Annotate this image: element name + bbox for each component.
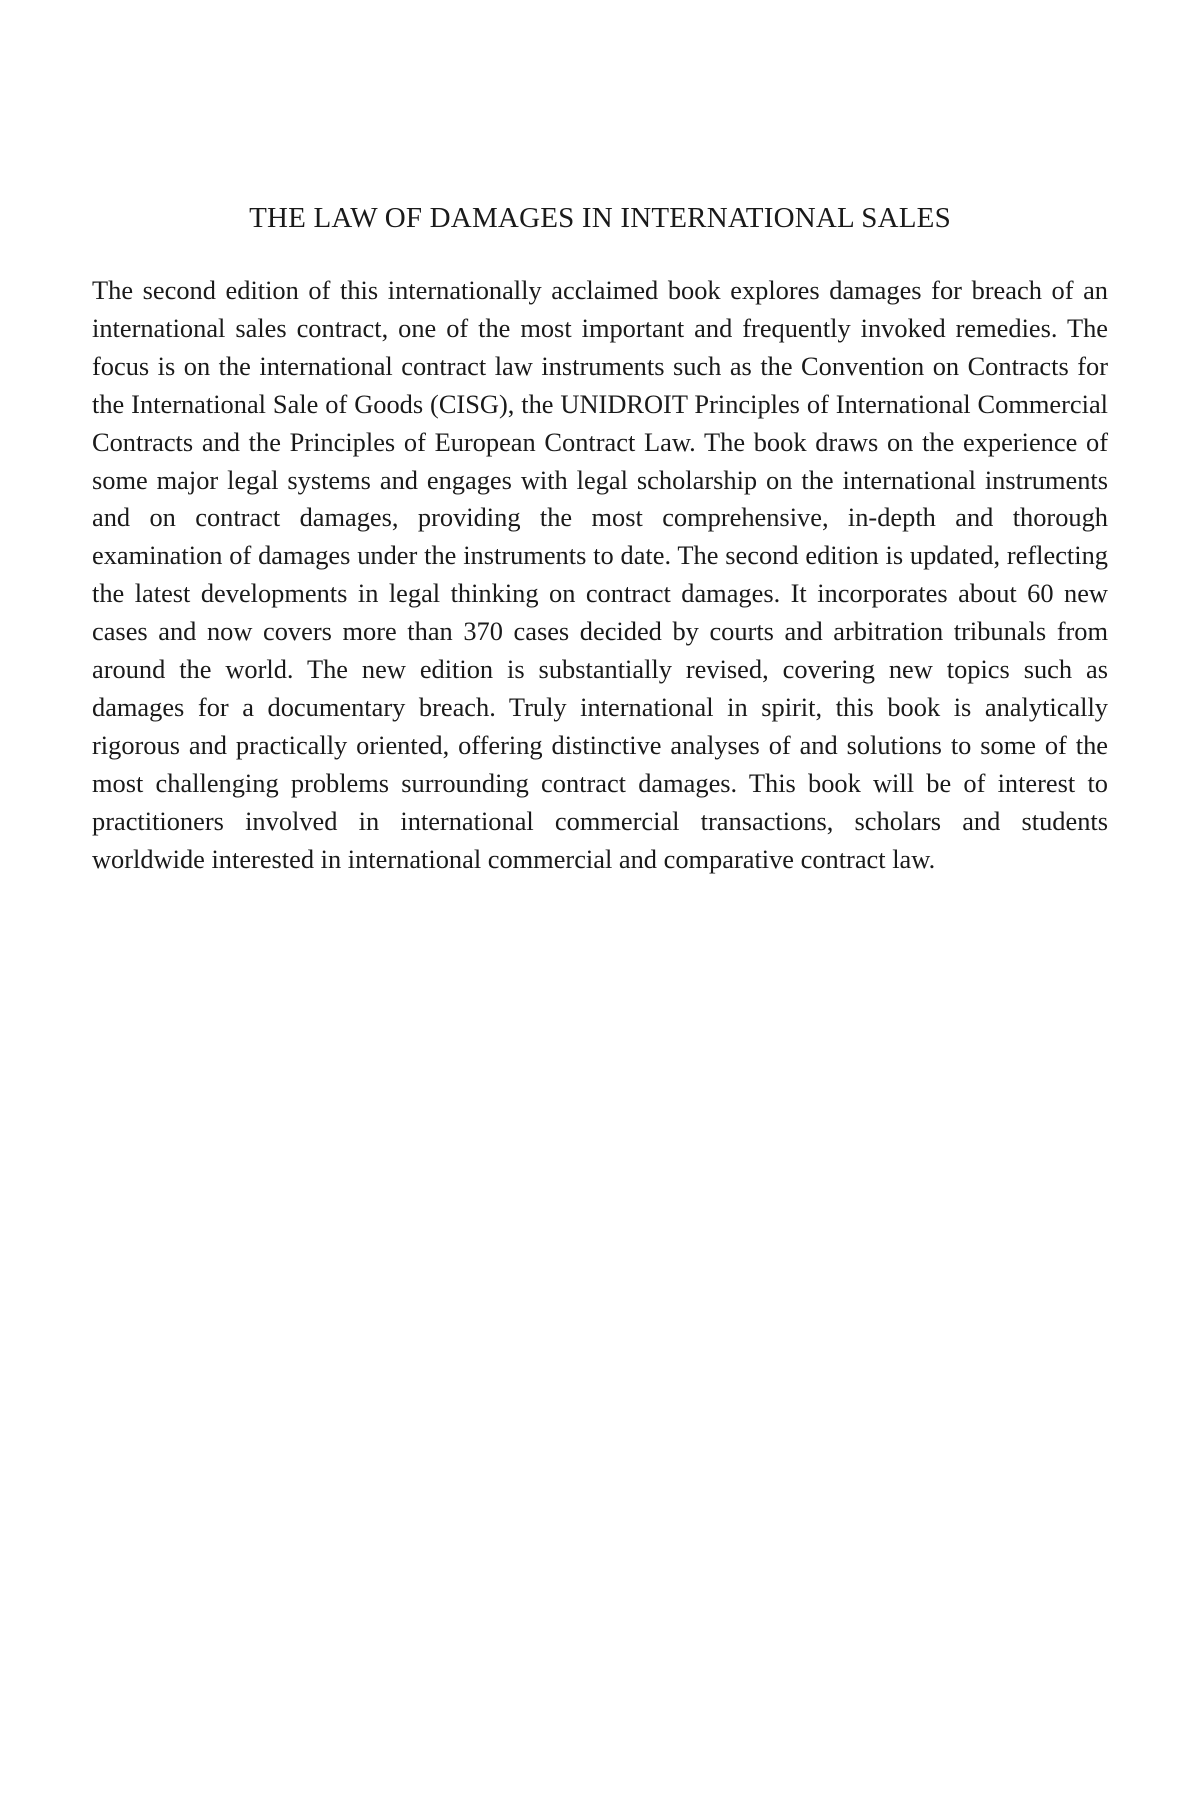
description-paragraph: The second edition of this internationally acclaimed book explores damages for breach of an international sales contract, one of the most important and frequently invoked remedies. The focus is on the international contract law instruments such as the Convention on Contracts for the International Sale of Goods (CISG), the UNIDROIT Principles of International Commercial Contracts and the Principles of European Contract Law. The book draws on the experience of some major legal systems and engages with legal scholarship on the international instruments and on contract damages, providing the most comprehensive, in-depth and thorough examination of damages under the instruments to date. The second edition is updated, reflecting the latest developments in legal thinking on contract damages. It incorporates about 60 new cases and now covers more than 370 cases decided by courts and arbitration tribunals from around the world. The new edition is substantially revised, covering new topics such as damages for a documentary breach. Truly international in spirit, this book is analytically rigorous and practically oriented, offering distinctive analyses of and solutions to some of the most challenging problems surrounding contract damages. This book will be of interest to practitioners involved in international commercial transactions, scholars and students worldwide interested in international commercial and comparative contract law. — [92, 275, 1108, 874]
document-title: THE LAW OF DAMAGES IN INTERNATIONAL SALES — [249, 202, 951, 234]
